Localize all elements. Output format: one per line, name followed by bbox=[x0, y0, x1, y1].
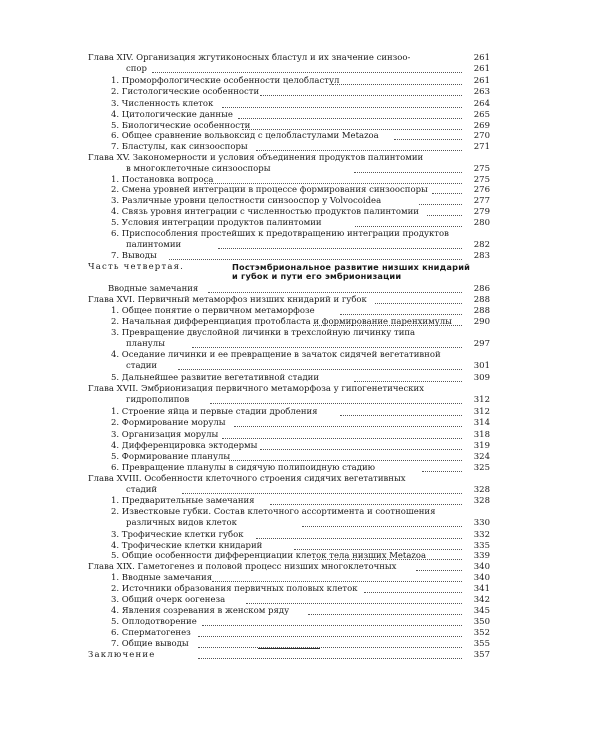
toc-entry bbox=[0, 562, 600, 573]
toc-page-number: 328 bbox=[473, 485, 490, 495]
dot-leader bbox=[210, 573, 464, 584]
toc-entry-title: 6. Превращение планулы в сидячую полипоидную стадию bbox=[111, 463, 376, 473]
toc-page-number: 286 bbox=[473, 284, 490, 294]
dot-leader bbox=[254, 142, 464, 153]
toc-page-number: 339 bbox=[473, 551, 490, 561]
toc-entry bbox=[0, 284, 600, 295]
dot-leader bbox=[362, 584, 464, 595]
toc-entry bbox=[0, 463, 600, 474]
dot-leader bbox=[206, 284, 464, 295]
toc-page-number: 324 bbox=[473, 452, 490, 462]
toc-entry bbox=[0, 271, 600, 282]
toc-entry-title: спор bbox=[126, 64, 147, 74]
toc-entry bbox=[0, 64, 600, 75]
toc-entry bbox=[0, 384, 600, 395]
toc-entry bbox=[0, 295, 600, 306]
toc-entry bbox=[0, 229, 600, 240]
toc-entry-title: 7. Бластулы, как синзооспоры bbox=[111, 142, 248, 152]
toc-page-number: 350 bbox=[473, 617, 490, 627]
toc-entry bbox=[0, 317, 600, 328]
toc-entry-title: 2. Гистологические особенности bbox=[111, 87, 260, 97]
toc-entry-title: 3. Трофические клетки губок bbox=[111, 530, 244, 540]
dot-leader bbox=[216, 240, 464, 251]
toc-entry bbox=[0, 617, 600, 628]
toc-page-number: 275 bbox=[473, 175, 490, 185]
toc-entry-title: 1. Вводные замечания bbox=[111, 573, 213, 583]
toc-entry-title: 4. Дифференцировка эктодермы bbox=[111, 441, 258, 451]
dot-leader bbox=[300, 518, 464, 529]
toc-entry-title: 6. Общее сравнение вольвоксид с целобластулами Metazoa bbox=[111, 131, 379, 141]
toc-entry bbox=[0, 196, 600, 207]
toc-entry-title: 3. Организация морулы bbox=[111, 430, 219, 440]
toc-entry-title: 4. Трофические клетки книдарий bbox=[111, 541, 263, 551]
toc-entry-title: в многоклеточные синзооспоры bbox=[126, 164, 271, 174]
toc-entry-title: Глава XIV. Организация жгутиконосных бластул и их значение синзоо- bbox=[88, 53, 411, 63]
toc-entry-title: 2. Формирование морулы bbox=[111, 418, 226, 428]
toc-entry-title: 5. Дальнейшее развитие вегетативной стадии bbox=[111, 373, 320, 383]
toc-entry bbox=[0, 530, 600, 541]
toc-page-number: 277 bbox=[473, 196, 490, 206]
toc-page-number: 270 bbox=[473, 131, 490, 141]
toc-entry-title: 2. Известковые губки. Состав клеточного ассортимента и соотношения bbox=[111, 507, 436, 517]
toc-entry-title: 4. Цитологические данные bbox=[111, 110, 233, 120]
toc-page-number: 276 bbox=[473, 185, 490, 195]
toc-page-number: 335 bbox=[473, 541, 490, 551]
toc-page-number: 340 bbox=[473, 562, 490, 572]
toc-entry bbox=[0, 551, 600, 562]
toc-entry bbox=[0, 452, 600, 463]
toc-page-number: 341 bbox=[473, 584, 490, 594]
toc-entry-title: гидрополипов bbox=[126, 395, 190, 405]
dot-leader bbox=[190, 339, 464, 350]
dot-leader bbox=[244, 595, 464, 606]
toc-entry bbox=[0, 328, 600, 339]
toc-page-number: 261 bbox=[473, 53, 490, 63]
toc-entry bbox=[0, 606, 600, 617]
toc-page-number: 261 bbox=[473, 76, 490, 86]
toc-page-number: 301 bbox=[473, 361, 490, 371]
dot-leader bbox=[196, 650, 464, 661]
toc-page-number: 263 bbox=[473, 87, 490, 97]
toc-entry-title: 2. Источники образования первичных половых клеток bbox=[111, 584, 358, 594]
dot-leader bbox=[196, 628, 464, 639]
toc-page-number: 261 bbox=[473, 64, 490, 74]
toc-page-number: 265 bbox=[473, 110, 490, 120]
part-title: Постэмбриональное развитие низших книдарий bbox=[232, 262, 471, 272]
dot-leader bbox=[417, 196, 464, 207]
dot-leader bbox=[220, 430, 464, 441]
toc-entry-title: 4. Связь уровня интеграции с численностью продуктов палинтомии bbox=[111, 207, 419, 217]
dot-leader bbox=[254, 530, 464, 541]
toc-entry-title: 6. Приспособления простейших к предотвращению интеграции продуктов bbox=[111, 229, 449, 239]
toc-entry bbox=[0, 131, 600, 142]
toc-page-number: 297 bbox=[473, 339, 490, 349]
dot-leader bbox=[306, 606, 464, 617]
dot-leader bbox=[150, 64, 464, 75]
toc-entry bbox=[0, 306, 600, 317]
toc-entry bbox=[0, 395, 600, 406]
dot-leader bbox=[311, 551, 464, 562]
toc-page-number: 288 bbox=[473, 306, 490, 316]
toc-entry-title: 3. Численность клеток bbox=[111, 99, 214, 109]
dot-leader bbox=[200, 617, 464, 628]
toc-page-number: 319 bbox=[473, 441, 490, 451]
toc-entry bbox=[0, 407, 600, 418]
toc-entry-title: 5. Оплодотворение bbox=[111, 617, 197, 627]
toc-entry-title: 1. Общее понятие о первичном метаморфозе bbox=[111, 306, 315, 316]
toc-entry bbox=[0, 185, 600, 196]
toc-page-number: 330 bbox=[473, 518, 490, 528]
dot-leader bbox=[338, 306, 464, 317]
dot-leader bbox=[258, 441, 464, 452]
toc-entry-title: 5. Общие особенности дифференциации клеток тела низших Metazoa bbox=[111, 551, 427, 561]
toc-page-number: 332 bbox=[473, 530, 490, 540]
toc-entry-title: 5. Формирование планулы bbox=[111, 452, 231, 462]
toc-entry bbox=[0, 430, 600, 441]
toc-entry-title: 7. Общие выводы bbox=[111, 639, 189, 649]
toc-entry bbox=[0, 474, 600, 485]
dot-leader bbox=[373, 295, 464, 306]
dot-leader bbox=[338, 407, 464, 418]
toc-entry-title: 2. Смена уровней интеграции в процессе формирования синзооспоры bbox=[111, 185, 428, 195]
dot-leader bbox=[180, 485, 464, 496]
toc-entry bbox=[0, 628, 600, 639]
dot-leader bbox=[196, 639, 464, 650]
toc-entry-title: Глава XVII. Эмбрионизация первичного метаморфоза у гипогенетических bbox=[88, 384, 424, 394]
toc-page-number: 279 bbox=[473, 207, 490, 217]
toc-entry bbox=[0, 218, 600, 229]
toc-entry-title: 5. Условия интеграции продуктов палинтомии bbox=[111, 218, 322, 228]
toc-entry-title: 1. Предварительные замечания bbox=[111, 496, 255, 506]
toc-entry bbox=[0, 496, 600, 507]
toc-entry bbox=[0, 76, 600, 87]
dot-leader bbox=[392, 131, 464, 142]
toc-entry bbox=[0, 650, 600, 661]
toc-page-number: 283 bbox=[473, 251, 490, 261]
dot-leader bbox=[176, 361, 464, 372]
toc-entry-title: Вводные замечания bbox=[108, 284, 199, 294]
toc-entry bbox=[0, 361, 600, 372]
toc-page-number: 269 bbox=[473, 121, 490, 131]
toc-entry bbox=[0, 251, 600, 262]
toc-entry bbox=[0, 441, 600, 452]
toc-entry-title: 3. Общий очерк оогенеза bbox=[111, 595, 226, 605]
toc-entry-title: 5. Биологические особенности bbox=[111, 121, 251, 131]
toc-page-number: 271 bbox=[473, 142, 490, 152]
toc-page-number: 355 bbox=[473, 639, 490, 649]
dot-leader bbox=[430, 185, 464, 196]
toc-entry bbox=[0, 153, 600, 164]
toc-entry bbox=[0, 518, 600, 529]
toc-page-number: 342 bbox=[473, 595, 490, 605]
toc-entry-title: стадии bbox=[126, 361, 158, 371]
toc-entry bbox=[0, 339, 600, 350]
dot-leader bbox=[268, 496, 464, 507]
toc-entry-title: 1. Постановка вопроса bbox=[111, 175, 214, 185]
dot-leader bbox=[236, 110, 464, 121]
toc-entry bbox=[0, 573, 600, 584]
dot-leader bbox=[352, 373, 464, 384]
toc-entry-title: 4. Оседание личинки и ее превращение в зачаток сидячей вегетативной bbox=[111, 350, 441, 360]
toc-entry-title: 7. Выводы bbox=[111, 251, 157, 261]
toc-page-number: 280 bbox=[473, 218, 490, 228]
toc-entry-title: планулы bbox=[126, 339, 165, 349]
toc-entry-title: 1. Проморфологические особенности целобластул bbox=[111, 76, 340, 86]
dot-leader bbox=[167, 251, 464, 262]
toc-entry bbox=[0, 164, 600, 175]
dot-leader bbox=[420, 463, 464, 474]
toc-entry bbox=[0, 418, 600, 429]
closing-rule bbox=[258, 648, 320, 649]
toc-entry-title: 3. Превращение двуслойной личинки в трехслойную личинку типа bbox=[111, 328, 416, 338]
toc-entry bbox=[0, 350, 600, 361]
dot-leader bbox=[208, 395, 464, 406]
dot-leader bbox=[227, 452, 464, 463]
dot-leader bbox=[220, 99, 464, 110]
toc-page-number: 275 bbox=[473, 164, 490, 174]
toc-entry-title: палинтомии bbox=[126, 240, 182, 250]
dot-leader bbox=[414, 562, 464, 573]
toc-page-number: 312 bbox=[473, 395, 490, 405]
toc-page-number: 314 bbox=[473, 418, 490, 428]
toc-entry-title: различных видов клеток bbox=[126, 518, 237, 528]
toc-entry bbox=[0, 485, 600, 496]
dot-leader bbox=[330, 76, 464, 87]
toc-entry-title: 1. Строение яйца и первые стадии дробления bbox=[111, 407, 318, 417]
toc-entry bbox=[0, 99, 600, 110]
toc-page-number: 318 bbox=[473, 430, 490, 440]
toc-page-number: 328 bbox=[473, 496, 490, 506]
toc-page-number: 340 bbox=[473, 573, 490, 583]
toc-entry bbox=[0, 110, 600, 121]
toc-entry bbox=[0, 87, 600, 98]
toc-entry bbox=[0, 240, 600, 251]
toc-entry bbox=[0, 142, 600, 153]
toc-entry-title: Заключение bbox=[88, 650, 156, 660]
dot-leader bbox=[232, 418, 464, 429]
toc-entry-title: Глава XVI. Первичный метаморфоз низших книдарий и губок bbox=[88, 295, 367, 305]
toc-entry-title: Часть четвертая. bbox=[88, 262, 185, 272]
toc-page-number: 288 bbox=[473, 295, 490, 305]
toc-page-number: 325 bbox=[473, 463, 490, 473]
toc-page-number: 264 bbox=[473, 99, 490, 109]
toc-entry-title: Глава XIX. Гаметогенез и половой процесс низших многоклеточных bbox=[88, 562, 397, 572]
toc-entry bbox=[0, 584, 600, 595]
toc-page-number: 282 bbox=[473, 240, 490, 250]
toc-entry-title: 3. Различные уровни целостности синзооспор у Volvocoidea bbox=[111, 196, 382, 206]
toc-entry bbox=[0, 53, 600, 64]
toc-entry bbox=[0, 207, 600, 218]
toc-page-number: 352 bbox=[473, 628, 490, 638]
toc-page-number: 345 bbox=[473, 606, 490, 616]
toc-entry bbox=[0, 373, 600, 384]
toc-page-number: 290 bbox=[473, 317, 490, 327]
toc-entry-title: Глава XV. Закономерности и условия объединения продуктов палинтомии bbox=[88, 153, 424, 163]
toc-entry bbox=[0, 507, 600, 518]
toc-entry-title: и губок и пути его эмбрионизации bbox=[232, 271, 402, 281]
toc-entry-title: 6. Сперматогенез bbox=[111, 628, 191, 638]
dot-leader bbox=[352, 164, 464, 175]
toc-entry-title: Глава XVIII. Особенности клеточного строения сидячих вегетативных bbox=[88, 474, 406, 484]
dot-leader bbox=[258, 87, 464, 98]
toc-page-number: 357 bbox=[473, 650, 490, 660]
dot-leader bbox=[425, 207, 464, 218]
toc-entry bbox=[0, 595, 600, 606]
dot-leader bbox=[311, 317, 464, 328]
toc-entry-title: стадий bbox=[126, 485, 158, 495]
toc-page-number: 312 bbox=[473, 407, 490, 417]
toc-entry-title: 2. Начальная дифференциация протобласта и формирование паренхимулы bbox=[111, 317, 452, 327]
dot-leader bbox=[353, 218, 464, 229]
toc-page-number: 309 bbox=[473, 373, 490, 383]
toc-entry-title: 4. Явления созревания в женском ряду bbox=[111, 606, 290, 616]
